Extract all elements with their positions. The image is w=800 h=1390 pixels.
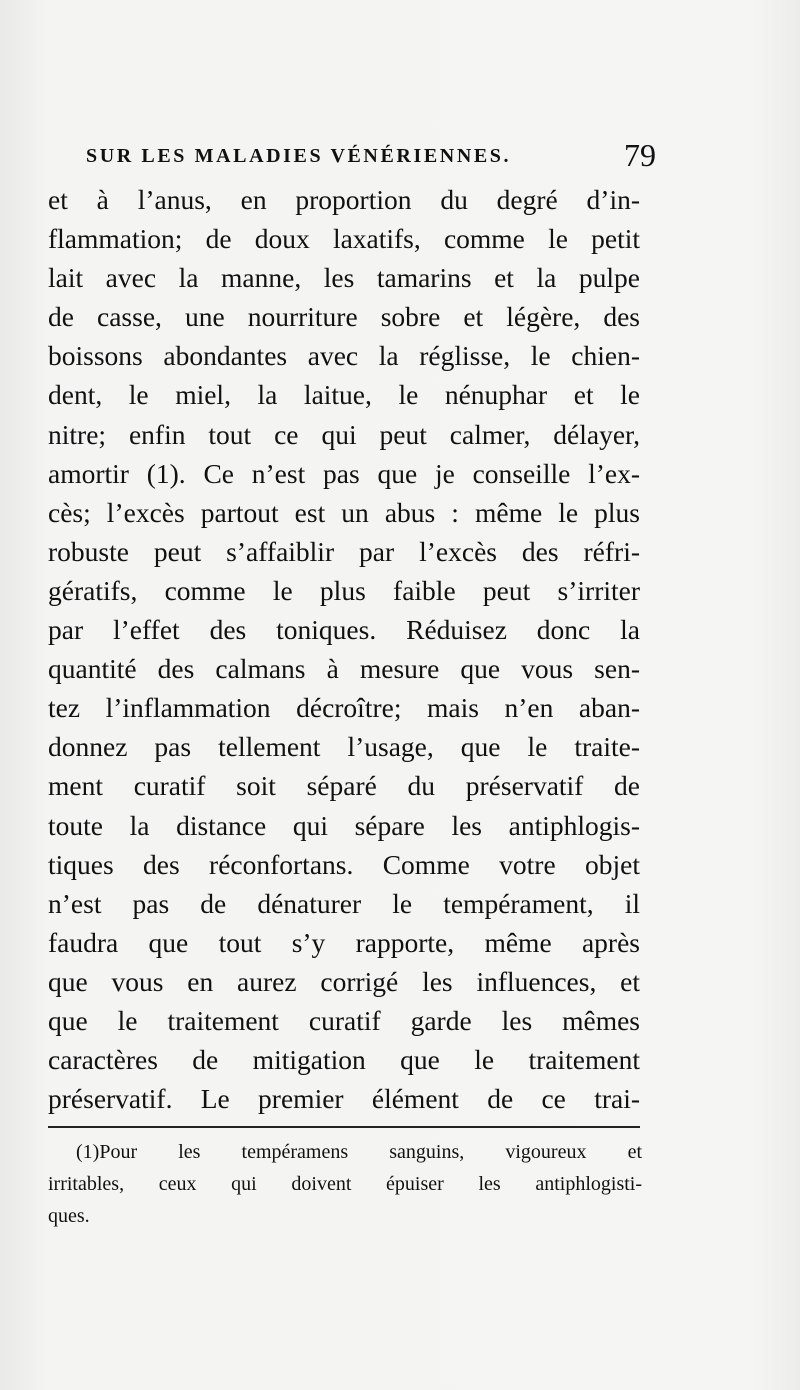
text-line: préservatif. Le premier élément de ce trai- bbox=[48, 1083, 640, 1115]
text-line: nitre; enfin tout ce qui peut calmer, délayer, bbox=[48, 418, 640, 450]
text-line: donnez pas tellement l’usage, que le traite- bbox=[48, 731, 640, 763]
text-line: robuste peut s’affaiblir par l’excès des réfri- bbox=[48, 535, 640, 567]
page-header bbox=[86, 137, 656, 179]
running-head: SUR LES MALADIES VÉNÉRIENNES. bbox=[86, 145, 512, 167]
body-text bbox=[48, 180, 640, 1118]
footnote-line: irritables, ceux qui doivent épuiser les antiphlogisti- bbox=[48, 1173, 642, 1195]
text-line: caractères de mitigation que le traitement bbox=[48, 1044, 640, 1076]
text-line: flammation; de doux laxatifs, comme le petit bbox=[48, 223, 640, 255]
text-line: que vous en aurez corrigé les influences, et bbox=[48, 965, 640, 997]
text-line: par l’effet des toniques. Réduisez donc la bbox=[48, 614, 640, 646]
text-line: et à l’anus, en proportion du degré d’in- bbox=[48, 184, 640, 215]
footnote-line: ques. bbox=[48, 1205, 90, 1227]
text-line: faudra que tout s’y rapporte, même après bbox=[48, 926, 640, 958]
footnote bbox=[48, 1136, 642, 1232]
page-number: 79 bbox=[624, 137, 656, 173]
text-line: cès; l’excès partout est un abus : même le plus bbox=[48, 496, 640, 528]
text-line: que le traitement curatif garde les mêmes bbox=[48, 1004, 640, 1036]
text-line: gératifs, comme le plus faible peut s’irriter bbox=[48, 574, 640, 606]
footnote-line: (1)Pour les tempéramens sanguins, vigoureux et bbox=[76, 1141, 642, 1163]
text-line: tez l’inflammation décroître; mais n’en aban- bbox=[48, 692, 640, 724]
footnote-rule bbox=[48, 1126, 640, 1128]
text-line: dent, le miel, la laitue, le nénuphar et le bbox=[48, 379, 640, 411]
text-line: n’est pas de dénaturer le tempérament, il bbox=[48, 887, 640, 919]
text-line: tiques des réconfortans. Comme votre objet bbox=[48, 848, 640, 880]
text-line: toute la distance qui sépare les antiphlogis- bbox=[48, 809, 640, 841]
text-line: de casse, une nourriture sobre et légère, des bbox=[48, 301, 640, 333]
text-line: quantité des calmans à mesure que vous sen- bbox=[48, 653, 640, 685]
text-line: lait avec la manne, les tamarins et la pulpe bbox=[48, 262, 640, 294]
text-line: ment curatif soit séparé du préservatif de bbox=[48, 770, 640, 802]
text-line: amortir (1). Ce n’est pas que je conseille l’ex- bbox=[48, 457, 640, 489]
text-line: boissons abondantes avec la réglisse, le chien- bbox=[48, 340, 640, 372]
